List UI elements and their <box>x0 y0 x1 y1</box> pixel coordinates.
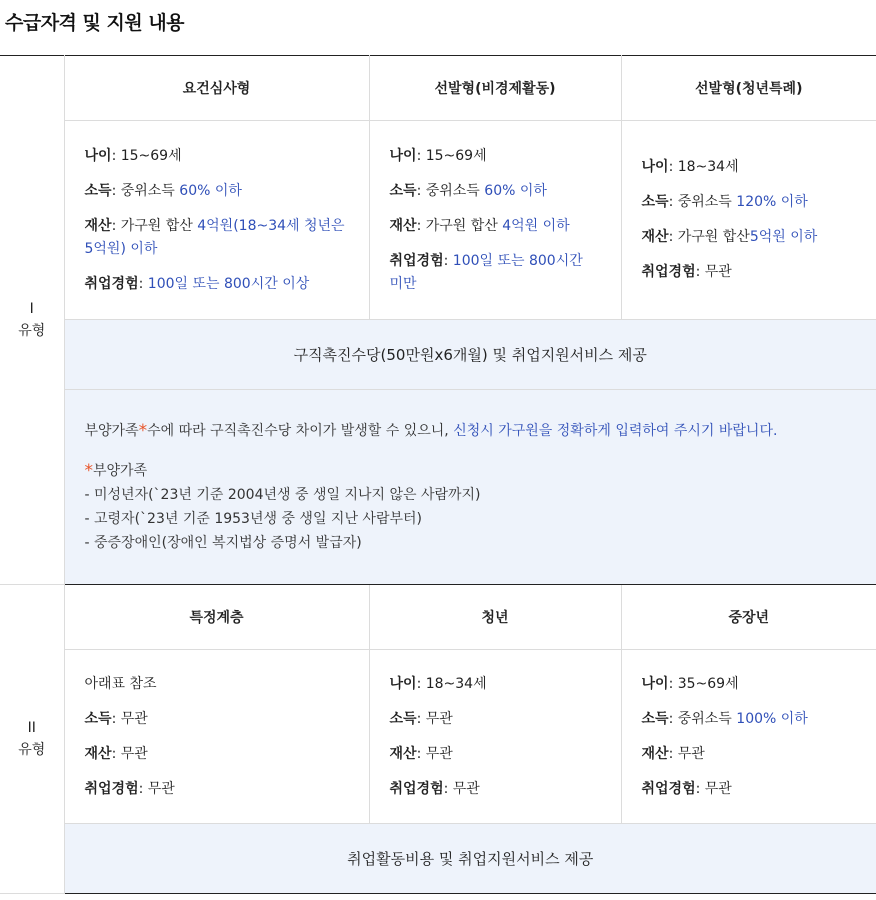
header-selection-youth: 선발형(청년특례) <box>621 56 876 121</box>
type-1-benefit: 구직촉진수당(50만원x6개월) 및 취업지원서비스 제공 <box>64 320 876 390</box>
type-2-label: 유형 <box>18 742 46 758</box>
asterisk-icon: * <box>84 461 93 481</box>
type-1-col-2-criteria: 나이: 15~69세 소득: 중위소득 60% 이하 재산: 가구원 합산 4억원 이하 취업경험: 100일 또는 800시간 미만 <box>369 121 621 320</box>
footnote-item: - 중증장애인(장애인 복지법상 증명서 발급자) <box>84 535 362 551</box>
eligibility-table <box>0 55 876 894</box>
type-2-col-3-criteria: 나이: 35~69세 소득: 중위소득 100% 이하 재산: 무관 취업경험: 무관 <box>621 650 876 824</box>
header-special-groups: 특정계층 <box>64 585 369 650</box>
type-1-col-3-criteria: 나이: 18~34세 소득: 중위소득 120% 이하 재산: 가구원 합산5억원 이하 취업경험: 무관 <box>621 121 876 320</box>
header-middle-aged: 중장년 <box>621 585 876 650</box>
type-1-numeral: I <box>29 301 34 317</box>
dependents-note <box>64 390 876 585</box>
type-2-label-cell <box>0 585 64 894</box>
type-2-col-1-criteria: 아래표 참조 소득: 무관 재산: 무관 취업경험: 무관 <box>64 650 369 824</box>
header-youth: 청년 <box>369 585 621 650</box>
type-1-col-1-criteria: 나이: 15~69세 소득: 중위소득 60% 이하 재산: 가구원 합산 4억원(18~34세 청년은 5억원) 이하 취업경험: 100일 또는 800시간 이상 <box>64 121 369 320</box>
type-1-label-cell <box>0 56 64 585</box>
type-1-label: 유형 <box>18 323 46 339</box>
footnote-item: - 고령자(`23년 기준 1953년생 중 생일 지난 사람부터) <box>84 511 422 527</box>
type-2-numeral: II <box>27 720 36 736</box>
type-2-col-2-criteria: 나이: 18~34세 소득: 무관 재산: 무관 취업경험: 무관 <box>369 650 621 824</box>
type-2-benefit: 취업활동비용 및 취업지원서비스 제공 <box>64 824 876 894</box>
page-title: 수급자격 및 지원 내용 <box>5 12 185 34</box>
footnote-item: - 미성년자(`23년 기준 2004년생 중 생일 지나지 않은 사람까지) <box>84 487 481 503</box>
dependents-note-line: 부양가족*수에 따라 구직촉진수당 차이가 발생할 수 있으니, 신청시 가구원을 정확하게 입력하여 주시기 바랍니다. <box>84 421 778 441</box>
header-selection-non-economic: 선발형(비경제활동) <box>369 56 621 121</box>
header-requirement-review: 요건심사형 <box>64 56 369 121</box>
asterisk-icon: * <box>138 421 148 441</box>
footnote-title: *부양가족 <box>84 461 148 481</box>
